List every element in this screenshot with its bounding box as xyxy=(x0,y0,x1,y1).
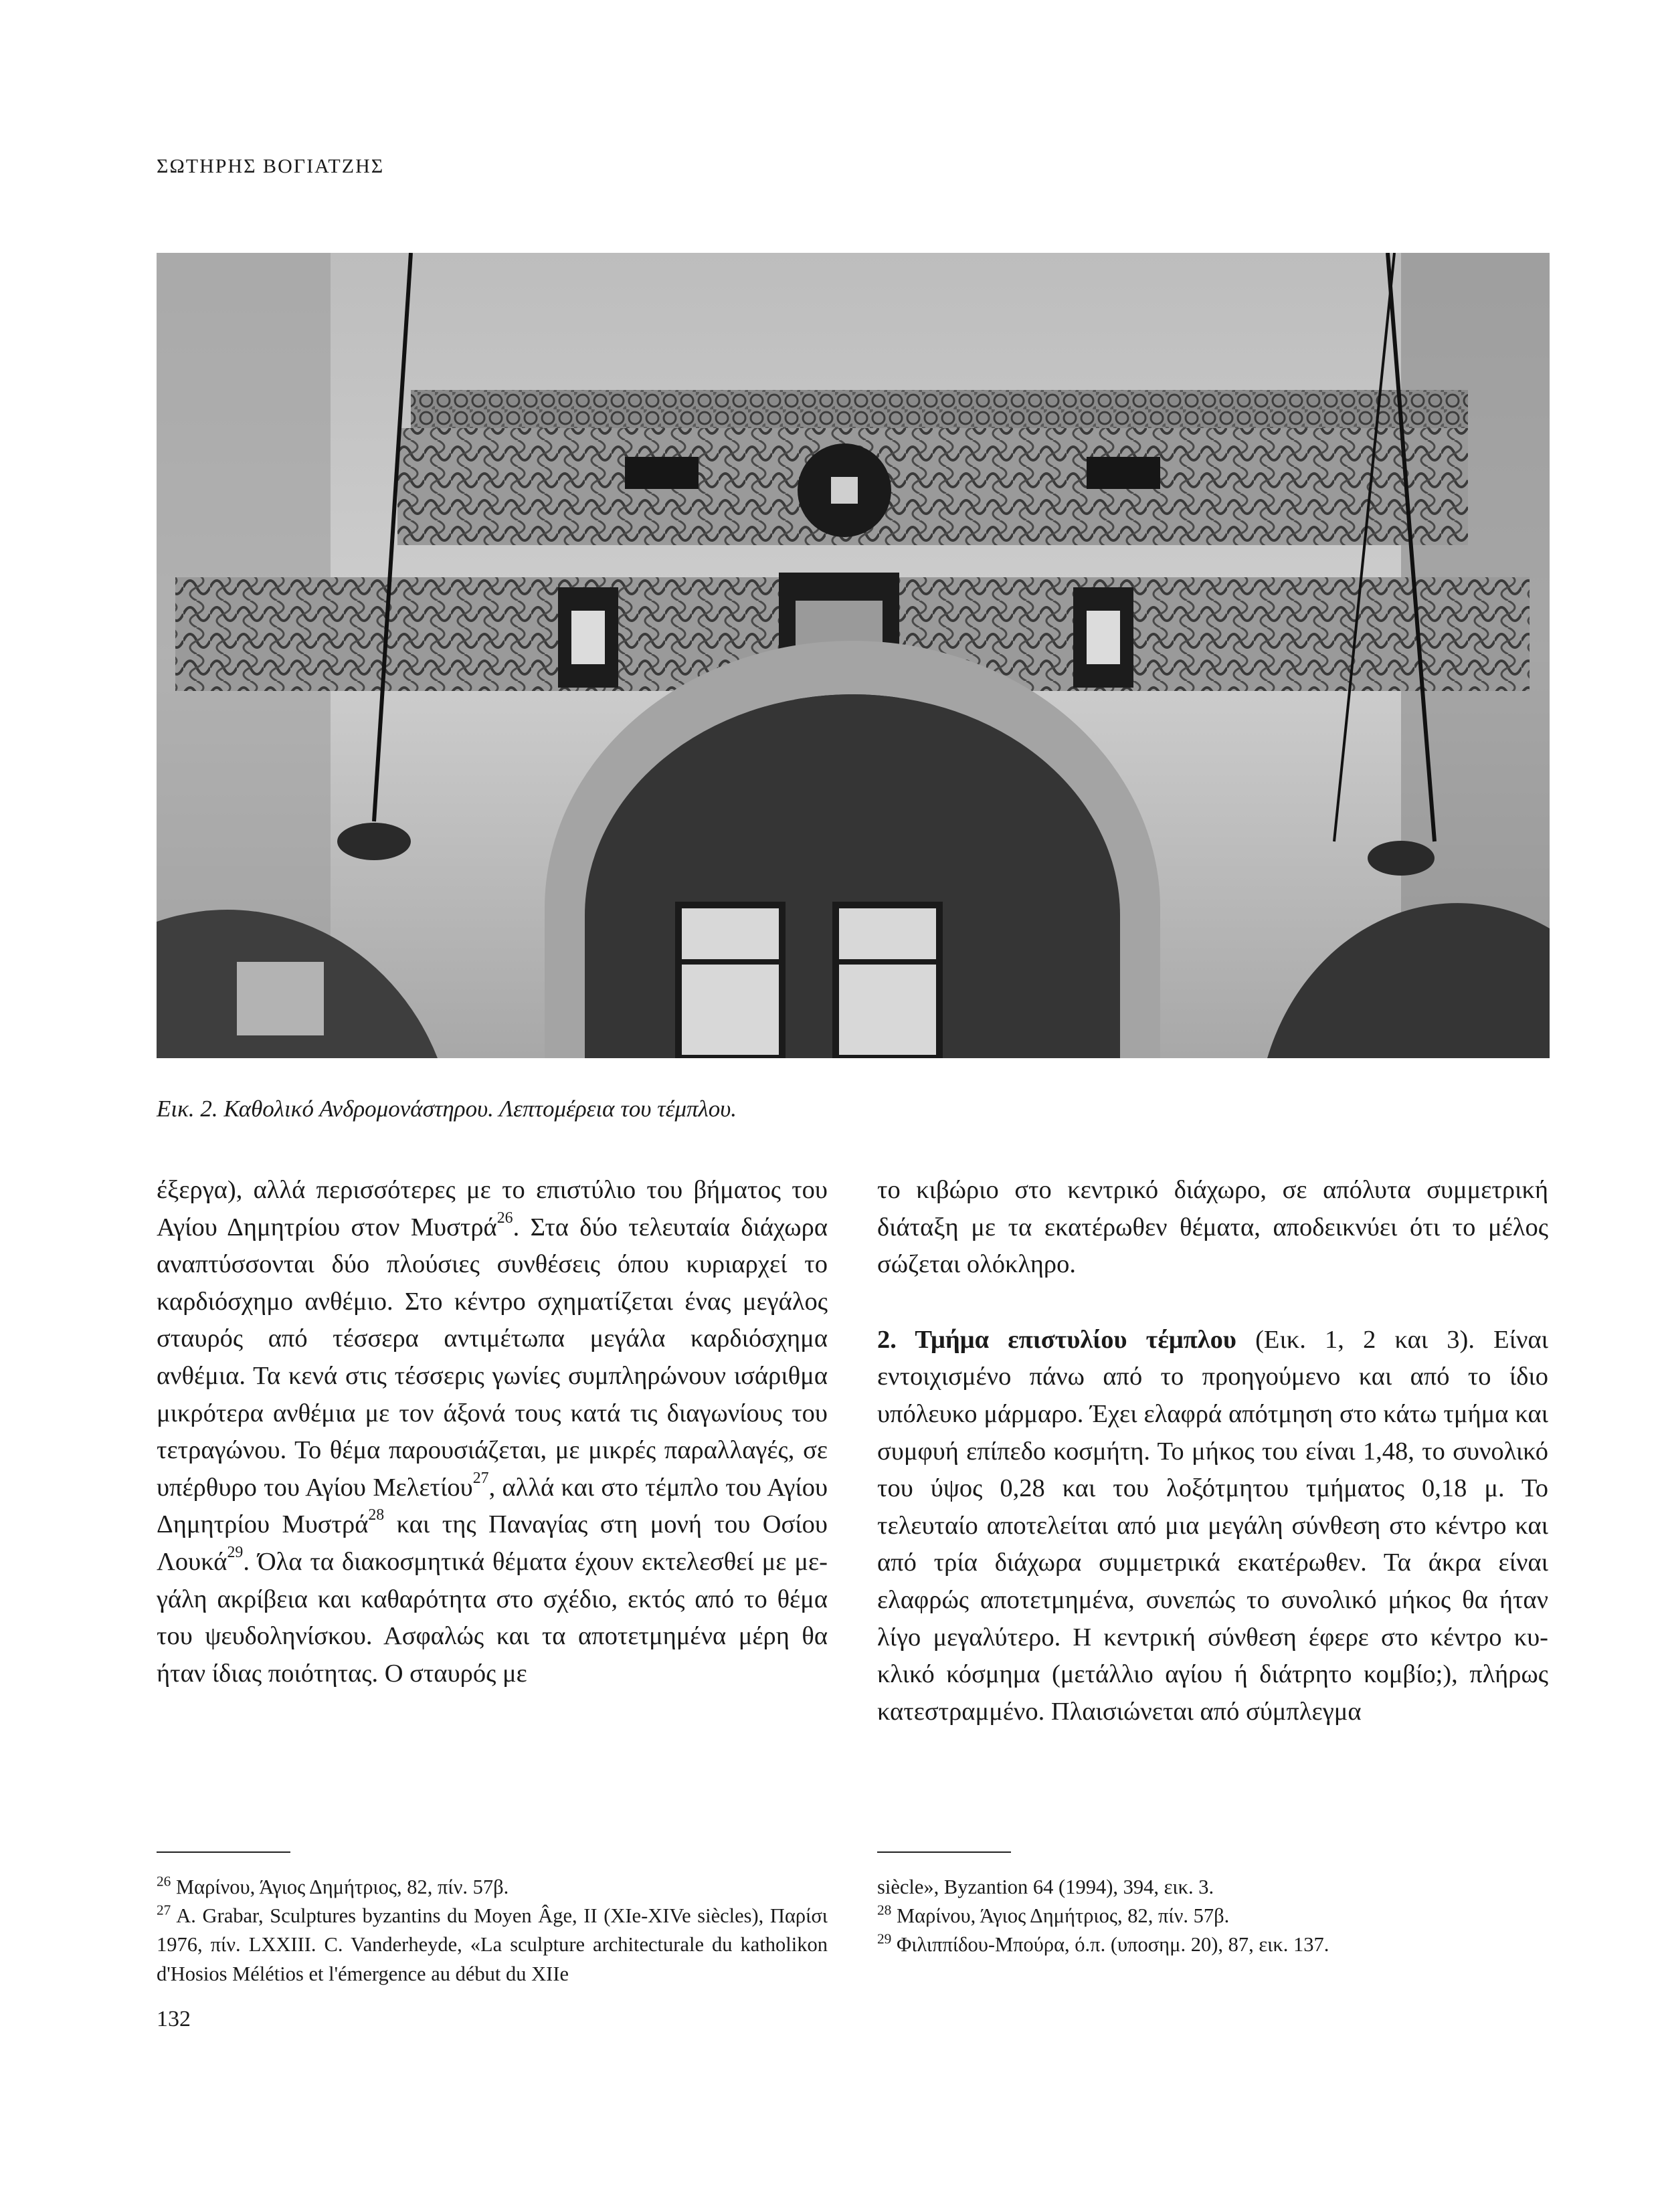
footnote xyxy=(157,1873,828,1902)
text-run: (Εικ. 1, 2 και 3). Είναι εντοιχισμένο πάνω από το προηγούμενο και από το ίδιο υπόλευκο μάρμαρο. Έχει ελαφρά απότμηση στο κάτω τμήμα και συμφυή επίπεδο κοσμήτη. Το μήκος του είναι 1,48, το συνολικό του ύψος 0,28 και του λοξότμητου τμήματος 0,18 μ. Το τελευταίο αποτελείται από μια μεγάλη σύνθεση στο κέντρο και από τρία διάχωρα συμμετρικά εκατέρωθεν. Τα άκρα είναι ελαφρώς αποτετμημένα, συνεπώς το συνολικό μήκος θα ήταν λίγο μεγαλύτερο. Η κεντρική σύνθεση έφερε στο κέντρο κυκλικό κόσμημα (μετάλλιο αγίου ή διάτρητο κομβίο;), πλήρως κατεστραμμένο. Πλαισιώνεται από σύμπλεγμα xyxy=(877,1325,1548,1726)
text-run: . Όλα τα διακοσμητικά θέματα έχουν εκτελεσθεί με μεγάλη ακρίβεια και καθαρότητα στο σχέδιο, εκτός από το θέμα του ψευδοληνίσκου. Ασφαλώς και τα αποτετμημένα μέρη θα ήταν ίδιας ποιότητας. Ο σταυρός με xyxy=(157,1547,828,1688)
page-number: 132 xyxy=(157,2007,191,2031)
body-column-right xyxy=(877,1172,1548,1730)
body-column-left xyxy=(157,1172,828,1692)
footnotes-left xyxy=(157,1873,828,1989)
footnote xyxy=(877,1873,1548,1902)
footnote xyxy=(157,1902,828,1989)
paragraph xyxy=(877,1322,1548,1731)
paragraph: το κιβώριο στο κεντρικό διάχωρο, σε απόλυτα συμμετρική διάταξη με τα εκατέρωθεν θέματα, αποδεικνύει ότι το μέλος σώζεται ολόκληρο. xyxy=(877,1176,1548,1279)
text-run: . Στα δύο τελευταία διάχωρα αναπτύσσονται δύο πλούσιες συνθέσεις όπου κυριαρχεί το καρδιόσχημο ανθέμιο. Στο κέντρο σχηματίζεται ένας μεγάλος σταυρός από τέσσερα αντιμέτωπα μεγάλα καρδιόσχημα ανθέμια. Τα κενά στις τέσσερις γωνίες συμπληρώνουν ισάριθμα μικρότερα ανθέμια με τον άξονά τους κατά τις διαγωνίους του τετραγώνου. Το θέμα παρουσιάζεται, με μικρές παραλλαγές, σε υπέρθυρο του Αγίου Μελετίου xyxy=(157,1213,828,1502)
footnote-text: Φιλιππίδου-Μπούρα, ό.π. (υποσημ. 20), 87, εικ. 137. xyxy=(896,1933,1329,1956)
footnote-text: Μαρίνου, Άγιος Δημήτριος, 82, πίν. 57β. xyxy=(175,1876,509,1898)
text-run: , αλλά και στο τέμπλο του Αγίου Δημητρίου Μυστρά xyxy=(157,1473,828,1539)
paragraph xyxy=(157,1172,828,1692)
footnotes-right xyxy=(877,1873,1548,1960)
footnote-text: Μαρίνου, Άγιος Δημήτριος, 82, πίν. 57β. xyxy=(896,1904,1230,1928)
footnote-text: siècle», Byzantion 64 (1994), 394, εικ. 3. xyxy=(877,1876,1214,1898)
footnote-ref: 29 xyxy=(227,1543,244,1561)
footnote xyxy=(877,1902,1548,1930)
footnote-rule xyxy=(157,1851,290,1853)
running-head: ΣΩΤΗΡΗΣ ΒΟΓΙΑΤΖΗΣ xyxy=(157,155,385,177)
footnote-ref: 26 xyxy=(496,1209,513,1227)
footnote-ref: 27 xyxy=(472,1469,489,1487)
footnote-number: 27 xyxy=(157,1902,171,1918)
footnote xyxy=(877,1930,1548,1959)
text-run: έξεργα), αλλά περισσότερες με το επιστύλιο του βήματος του Αγίου Δημητρίου στον Μυστρά xyxy=(157,1176,828,1241)
footnote-number: 28 xyxy=(877,1902,892,1918)
footnote-text: A. Grabar, Sculptures byzantins du Moyen Âge, II (XIe-XIVe siècles), Παρίσι 1976, πίν. LXXIII. C. Vanderheyde, «La sculpture architecturale du katholikon d'Hosios Mélétios et l'émergence au début du XIIe xyxy=(157,1904,828,1985)
footnote-rule xyxy=(877,1851,1011,1853)
templon-photo xyxy=(157,253,1550,1058)
figure-photograph xyxy=(157,253,1550,1058)
footnote-ref: 28 xyxy=(368,1506,385,1524)
section-heading: 2. Τμήμα επιστυλίου τέμπλου xyxy=(877,1325,1236,1354)
text-run: και της Παναγίας στη μονή του Οσίου Λουκά xyxy=(157,1510,828,1576)
footnote-number: 29 xyxy=(877,1930,892,1947)
figure-caption: Εικ. 2. Καθολικό Ανδρομονάστηρου. Λεπτομέρεια του τέμπλου. xyxy=(157,1096,737,1122)
footnote-number: 26 xyxy=(157,1873,171,1890)
